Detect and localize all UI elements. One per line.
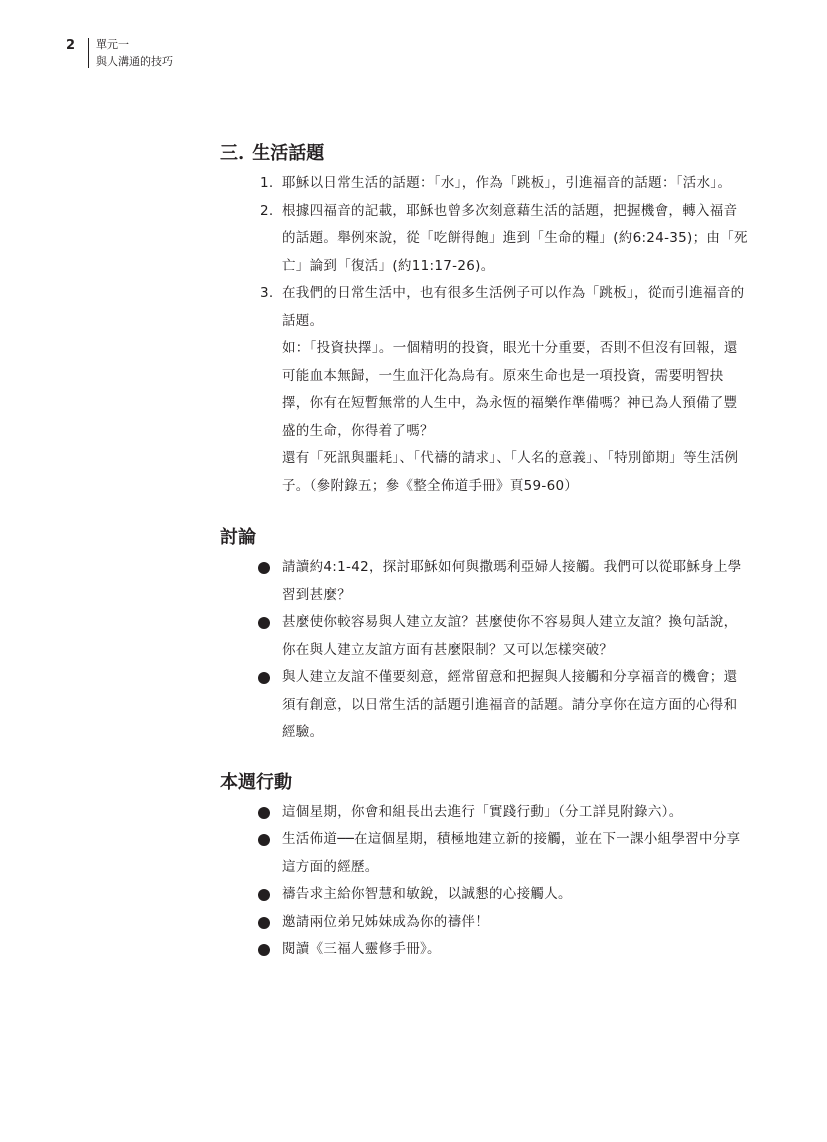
bullet-text: 與人建立友誼不僅要刻意，經常留意和把握與人接觸和分享福音的機會；還須有創意，以日常生活的話題引進福音的話題。請分享你在這方面的心得和經驗。 [282,669,738,740]
bullet-text: 甚麼使你較容易與人建立友誼？甚麼使你不容易與人建立友誼？換句話說，你在與人建立友誼方面有甚麼限制？又可以怎樣突破？ [282,614,738,658]
section-number: 三. [220,143,245,164]
item-paragraph: 根據四福音的記載，耶穌也曾多次刻意藉生活的話題，把握機會，轉入福音的話題。舉例來說，從「吃餅得飽」進到「生命的糧」(約6:24-35)；由「死亡」論到「復活」(約11:17-26)。 [282,202,748,274]
item-paragraph-example: 如：「投資抉擇」。一個精明的投資，眼光十分重要，否則不但沒有回報，還可能血本無歸，一生血汗化為烏有。原來生命也是一項投資，需要明智抉擇，你有在短暫無常的人生中，為永恆的福樂作準備嗎？神已為人預備了豐盛的生命，你得着了嗎？ [282,340,738,439]
item-marker: 3. [260,285,274,301]
bullet-icon [258,807,270,819]
section-title-life-topics [220,140,750,168]
bullet-item [260,664,750,747]
page-number: 2 [66,38,76,53]
weekly-action-list [220,799,750,964]
bullet-icon [258,562,270,574]
life-topics-list [220,170,750,500]
bullet-item [260,881,750,909]
bullet-text: 生活佈道──在這個星期，積極地建立新的接觸，並在下一課小組學習中分享這方面的經歷。 [282,831,741,875]
bullet-text: 閱讀《三福人靈修手冊》。 [282,941,441,957]
page-header [0,0,300,80]
bullet-icon [258,917,270,929]
numbered-item [260,280,750,500]
bullet-text: 禱告求主給你智慧和敏銳，以誠懇的心接觸人。 [282,886,572,902]
item-marker: 2. [260,202,274,219]
page-body [220,140,750,964]
bullet-item [260,909,750,937]
bullet-icon [258,617,270,629]
item-marker: 1. [260,175,274,191]
bullet-icon [258,889,270,901]
numbered-item [260,170,750,198]
bullet-text: 邀請兩位弟兄姊妹成為你的禱伴！ [282,913,489,930]
section-title-weekly-action: 本週行動 [220,771,292,793]
bullet-item [260,799,750,827]
bullet-icon [258,672,270,684]
item-paragraph: 耶穌以日常生活的話題：「水」，作為「跳板」，引進福音的話題：「活水」。 [282,175,732,191]
bullet-item [260,936,750,964]
bullet-text: 這個星期，你會和組長出去進行「實踐行動」（分工詳見附錄六）。 [282,803,683,820]
item-paragraph: 在我們的日常生活中，也有很多生活例子可以作為「跳板」，從而引進福音的話題。 [282,285,745,329]
bullet-text: 請讀約4:1-42，探討耶穌如何與撒瑪利亞婦人接觸。我們可以從耶穌身上學習到甚麼？ [282,559,742,603]
numbered-item [260,198,750,281]
bullet-item [260,554,750,609]
header-topic: 與人溝通的技巧 [96,55,173,68]
bullet-icon [258,834,270,846]
discussion-list [220,554,750,747]
bullet-item [260,826,750,881]
section-title-discussion: 討論 [220,527,256,548]
header-unit: 單元一 [96,38,129,51]
bullet-item [260,609,750,664]
bullet-icon [258,944,270,956]
item-paragraph-more: 還有「死訊與噩耗」、「代禱的請求」、「人名的意義」、「特別節期」等生活例子。（參附錄五；參《整全佈道手冊》頁59-60） [282,450,739,494]
section-title-text: 生活話題 [252,143,325,164]
header-divider [88,38,89,68]
